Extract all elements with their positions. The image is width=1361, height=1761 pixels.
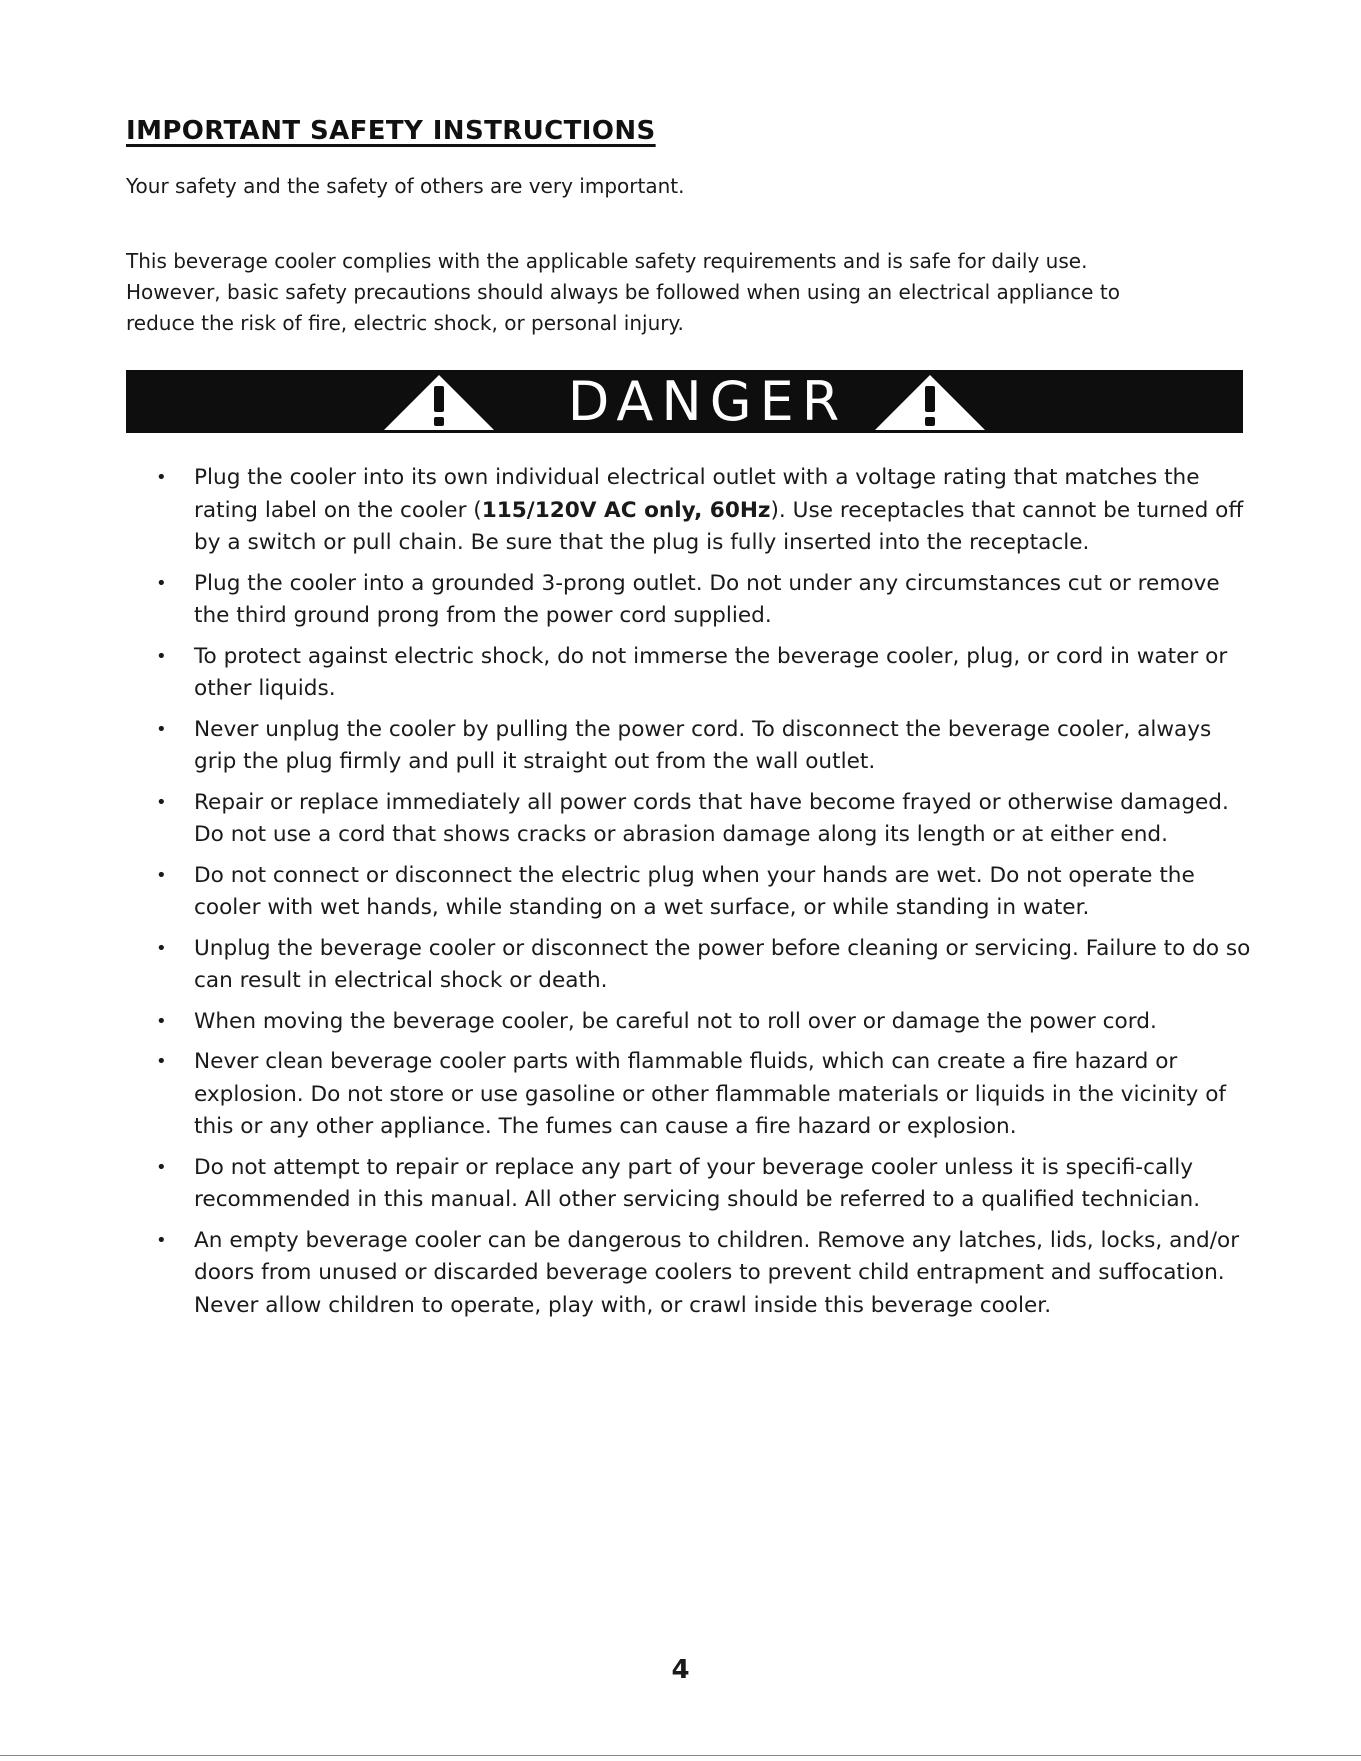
warning-triangle-icon (871, 372, 989, 432)
list-item (126, 1046, 1256, 1144)
bullet-icon: • (156, 937, 167, 959)
danger-banner (126, 370, 1243, 433)
bullet-icon: • (156, 791, 167, 813)
bullet-icon: • (156, 572, 167, 594)
list-item-text: When moving the beverage cooler, be careful not to roll over or damage the power cord. (194, 1008, 1157, 1034)
warning-triangle-icon (380, 372, 498, 432)
list-item (126, 568, 1256, 633)
danger-banner-content (380, 369, 989, 433)
list-item (126, 1225, 1256, 1323)
bullet-icon: • (156, 467, 167, 488)
voltage-rating: 115/120V AC only, 60Hz (481, 497, 771, 523)
bullet-icon: • (156, 1229, 167, 1251)
list-item (126, 641, 1256, 706)
paragraph-line: However, basic safety precautions should always be followed when using an electrical appliance to (126, 280, 1120, 304)
danger-label: DANGER (567, 369, 848, 433)
page-number: 4 (671, 1655, 690, 1685)
list-item (126, 714, 1256, 779)
list-item-text: Never clean beverage cooler parts with flammable fluids, which can create a fire hazard or explosion. Do not store or use gasoline or other flammable materials or liquids in the vicinity of this or any other appliance. The fumes can cause a fire hazard or explosion. (194, 1049, 1227, 1139)
list-item-text: An empty beverage cooler can be dangerous to children. Remove any latches, lids, locks, and/or doors from unused or discarded beverage coolers to prevent child entrapment and suffocation. Never allow children to operate, play with, or crawl inside this beverage cooler. (194, 1227, 1240, 1318)
footer-divider (0, 1755, 1361, 1756)
bullet-icon: • (156, 718, 167, 740)
list-item (126, 462, 1256, 560)
section-heading: IMPORTANT SAFETY INSTRUCTIONS (126, 116, 656, 146)
paragraph-line: This beverage cooler complies with the applicable safety requirements and is safe for daily use. (126, 249, 1088, 273)
bullet-icon: • (156, 645, 167, 667)
bullet-icon: • (156, 1156, 167, 1178)
bullet-icon: • (156, 1010, 167, 1032)
bullet-icon: • (156, 864, 167, 886)
paragraph-line: reduce the risk of fire, electric shock, or personal injury. (126, 311, 684, 335)
list-item-text: Never unplug the cooler by pulling the power cord. To disconnect the beverage cooler, always grip the plug firmly and pull it straight out from the wall outlet. (194, 716, 1212, 774)
bullet-icon: • (156, 1051, 167, 1072)
list-item-text: Do not connect or disconnect the electric plug when your hands are wet. Do not operate the cooler with wet hands, while standing on a wet surface, or while standing in water. (194, 862, 1195, 920)
list-item-text: To protect against electric shock, do not immerse the beverage cooler, plug, or cord in water or other liquids. (194, 643, 1228, 701)
intro-paragraph (126, 246, 1246, 339)
list-item-text: Unplug the beverage cooler or disconnect the power before cleaning or servicing. Failure to do so can result in electrical shock or death. (194, 935, 1251, 993)
list-item (126, 933, 1256, 998)
list-item (126, 860, 1256, 925)
list-item-text: Do not attempt to repair or replace any part of your beverage cooler unless it is specifi-cally recommended in this manual. All other servicing should be referred to a qualified technician. (194, 1154, 1201, 1212)
list-item-text: Plug the cooler into a grounded 3-prong outlet. Do not under any circumstances cut or remove the third ground prong from the power cord supplied. (194, 570, 1220, 628)
list-item-text: Plug the cooler into its own individual electrical outlet with a voltage rating that matches the rating label on the cooler ( (194, 465, 1200, 523)
list-item-text: ). Use receptacles that cannot be turned off by a switch or pull chain. Be sure that the plug is fully inserted into the receptacle. (194, 497, 1244, 555)
intro-text: Your safety and the safety of others are very important. (126, 174, 685, 198)
list-item (126, 787, 1256, 852)
list-item (126, 1152, 1256, 1217)
list-item-text: Repair or replace immediately all power cords that have become frayed or otherwise damaged. Do not use a cord that shows cracks or abrasion damage along its length or at either end. (194, 789, 1229, 847)
safety-instruction-list (126, 462, 1256, 1330)
list-item (126, 1006, 1256, 1039)
